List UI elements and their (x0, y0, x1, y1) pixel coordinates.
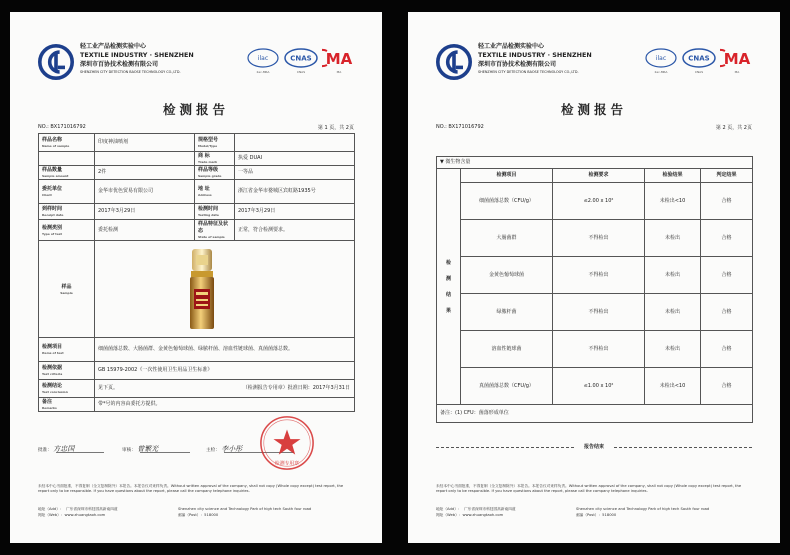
red-seal-stamp-icon (258, 414, 316, 472)
client-label: 委托单位 Client (39, 180, 95, 204)
footer-web: 网址（Web）：www.zhuangtaoh.com (436, 513, 504, 517)
table-row (39, 180, 355, 204)
test-result: 未检出<10 (645, 368, 701, 405)
report-title: 检测报告 (162, 102, 229, 117)
cma-logo-icon (322, 47, 356, 74)
cd-logo-icon (38, 44, 74, 80)
cnas-caption: CNAS (296, 70, 306, 74)
ilac-mra-logo-icon (246, 47, 280, 74)
col-header-result: 检验结果 (645, 169, 701, 183)
test-result: 未检出 (645, 294, 701, 331)
org-name-block (478, 42, 643, 75)
address-label: 地 址 Address (195, 180, 235, 204)
test-item: 金黄色葡萄球菌 (461, 257, 553, 294)
report-number: NO.: BX171016792 (38, 124, 86, 130)
test-requirement: 不得检出 (553, 257, 645, 294)
svg-text:ilac: ilac (257, 55, 269, 62)
col-header-requirement: 检测要求 (553, 169, 645, 183)
conclusion-value: 见下页。 (98, 385, 119, 391)
test-result: 未检出 (645, 220, 701, 257)
footer-address-label: 地址（Add）： (436, 507, 462, 511)
org-name-en-1: TEXTILE INDUSTRY · SHENZHEN (478, 51, 592, 59)
test-requirement: 不得检出 (553, 294, 645, 331)
col-header-item: 检测项目 (461, 169, 553, 183)
table-row (437, 368, 753, 405)
report-meta (38, 124, 354, 130)
org-name-cn-1: 轻工业产品检测实验中心 (80, 43, 147, 50)
receipt-date-label: 到样时间 Receipt date (39, 204, 95, 220)
test-result: 未检出 (645, 257, 701, 294)
test-items-value: 细菌菌落总数、大肠菌群、金黄色葡萄球菌、绿脓杆菌、溶血性链球菌、真菌菌落总数。 (95, 338, 355, 362)
cd-logo-icon (436, 44, 472, 80)
testing-date-value: 2017年3月29日 (235, 204, 355, 220)
svg-text:CNAS: CNAS (688, 54, 710, 63)
table-row (437, 405, 753, 423)
footer-web: 网址（Web）：www.zhuangtaoh.com (38, 513, 106, 517)
sample-name-label: 样品名称 Name of sample (39, 134, 95, 152)
org-name-cn-2: 深圳市百协技术检测有限公司 (80, 61, 159, 68)
client-value: 金华市优色贸易有限公司 (95, 180, 195, 204)
footer-post: 邮编（Post）：518000 (576, 513, 617, 517)
test-item: 细菌菌落总数（CFU/g） (461, 183, 553, 220)
address-value: 浙江省金华市婺城区宾虹路1935号 (235, 180, 355, 204)
test-judgement: 合格 (701, 368, 753, 405)
test-judgement: 合格 (701, 331, 753, 368)
table-row (39, 241, 355, 338)
test-item: 真菌菌落总数（CFU/g） (461, 368, 553, 405)
grade-label: 样品等级 Sample grade (195, 166, 235, 180)
table-row (39, 220, 355, 241)
approval-date: （检测报告专用章）批准日期：2017年3月31日 (242, 385, 350, 391)
signature-line (56, 452, 104, 453)
trademark-value: 执爱 DUAI (235, 152, 355, 166)
grade-value: 一等品 (235, 166, 355, 180)
sample-state-value: 正常，符合检测要求。 (235, 220, 355, 241)
footer-address-en: Shenzhen city science and Technology Park of high tech South four road (178, 507, 312, 511)
conclusion-label: 检测结论 Test conclusion (39, 380, 95, 398)
ilac-mra-caption: ilac-MRA (256, 70, 270, 74)
report-info-table (38, 133, 355, 412)
test-judgement: 合格 (701, 220, 753, 257)
table-row (39, 398, 355, 412)
table-row (437, 257, 753, 294)
remarks-value: 带*号的内容由委托方提供。 (95, 398, 355, 412)
table-row (39, 362, 355, 380)
test-items-label: 检测项目 Items of test (39, 338, 95, 362)
table-row (39, 338, 355, 362)
ilac-mra-logo-icon (644, 47, 678, 74)
footer-address-en: Shenzhen city science and Technology Park of high tech South four road (576, 507, 710, 511)
page-number: 第 2 页，共 2页 (715, 125, 752, 131)
cma-caption: MA (336, 70, 342, 74)
footer-disclaimer: 未经本中心书面批准，不得复制（全文复制除外）本报告。本报告仅对来样负责。Without written approval of the company, shall not copy (Whole copy except) test report, the report only to be responsible. If you have questions about the report, please call the company telephone inquiries. (38, 484, 344, 494)
test-criteria-value: GB 15979-2002《一次性使用卫生用品卫生标准》 (95, 362, 355, 380)
cnas-caption: CNAS (694, 70, 704, 74)
cma-caption: MA (734, 70, 740, 74)
org-name-en-1: TEXTILE INDUSTRY · SHENZHEN (80, 51, 194, 59)
table-row (437, 220, 753, 257)
testing-date-label: 检测时间 Testing date (195, 204, 235, 220)
test-result: 未检出<10 (645, 183, 701, 220)
signature-review: 审核： 曾繁光 (122, 445, 159, 453)
table-row (39, 380, 355, 398)
cnas-logo-icon (682, 47, 716, 74)
table-row (437, 157, 753, 169)
sample-state-label: 样品特征及状态 State of sample (195, 220, 235, 241)
test-item: 溶血性链球菌 (461, 331, 553, 368)
svg-text:CNAS: CNAS (290, 54, 312, 63)
footer-address-label: 地址（Add）： (38, 507, 64, 511)
test-judgement: 合格 (701, 294, 753, 331)
sample-photo-label: 样品 Sample (39, 241, 95, 338)
remarks-label: 备注 Remarks (39, 398, 95, 412)
org-name-block (80, 42, 245, 75)
sample-photo-cell (95, 241, 355, 338)
sample-name-value: 印度神油喷剂 (95, 134, 195, 152)
cnas-logo-icon (284, 47, 318, 74)
report-end-line (436, 443, 752, 451)
footer-address-cn: 广东省深圳市科技园高新南四道 (464, 507, 516, 511)
report-end-text: 报告结束 (583, 444, 604, 450)
test-criteria-label: 检测依据 Test criteria (39, 362, 95, 380)
footer-post: 邮编（Post）：518000 (178, 513, 219, 517)
table-row (39, 204, 355, 220)
table-row (437, 183, 753, 220)
results-table (436, 156, 753, 423)
quantity-value: 2件 (95, 166, 195, 180)
test-judgement: 合格 (701, 257, 753, 294)
signature-inspect: 主检： 李小彤 (206, 445, 243, 453)
report-header (436, 42, 756, 92)
table-header-row (437, 169, 753, 183)
ilac-mra-caption: ilac-MRA (654, 70, 668, 74)
receipt-date-value: 2017年3月29日 (95, 204, 195, 220)
footer-disclaimer: 未经本中心书面批准，不得复制（全文复制除外）本报告。本报告仅对来样负责。Without written approval of the company, shall not copy (Whole copy except) test report, the report only to be responsible. If you have questions about the report, please call the company telephone inquiries. (436, 484, 742, 494)
test-requirement: 不得检出 (553, 220, 645, 257)
test-item: 绿脓杆菌 (461, 294, 553, 331)
test-item: 大肠菌群 (461, 220, 553, 257)
model-label: 规格型号 Model/Type (195, 134, 235, 152)
svg-text:MA: MA (325, 50, 353, 68)
report-header (38, 42, 358, 92)
org-name-cn-1: 轻工业产品检测实验中心 (478, 43, 545, 50)
org-name-cn-2: 深圳市百协技术检测有限公司 (478, 61, 557, 68)
test-requirement: ≤1.00 x 10² (553, 368, 645, 405)
report-page-1 (10, 12, 382, 543)
table-row (437, 294, 753, 331)
cma-logo-icon (720, 47, 754, 74)
test-type-value: 委托检测 (95, 220, 195, 241)
spray-bottle-icon (185, 247, 219, 333)
test-type-label: 检测类别 Type of test (39, 220, 95, 241)
model-value (235, 134, 355, 152)
test-requirement: 不得检出 (553, 331, 645, 368)
org-name-en-2: SHENZHEN CITY DETECTION BAOSE TECHNOLOGY CO.,LTD. (80, 70, 181, 74)
report-meta (436, 124, 752, 130)
divider (614, 447, 752, 448)
svg-text:MA: MA (723, 50, 751, 68)
quantity-label: 样品数量 Sample amount (39, 166, 95, 180)
svg-text:ilac: ilac (655, 55, 667, 62)
report-page-2 (408, 12, 780, 543)
report-number: NO.: BX171016792 (436, 124, 484, 130)
test-judgement: 合格 (701, 183, 753, 220)
table-row (39, 166, 355, 180)
test-requirement: ≤2.00 x 10² (553, 183, 645, 220)
signature-approve: 批准： 方忠国 (38, 445, 75, 453)
svg-text:检测专用章: 检测专用章 (274, 461, 300, 467)
side-label: 检 测 结 果 (437, 169, 461, 405)
signature-line (140, 452, 190, 453)
org-name-en-2: SHENZHEN CITY DETECTION BAOSE TECHNOLOGY CO.,LTD. (478, 70, 579, 74)
page-number: 第 1 页，共 2页 (317, 125, 354, 131)
test-result: 未检出 (645, 331, 701, 368)
report-title: 检测报告 (560, 102, 627, 117)
table-row (437, 331, 753, 368)
conclusion-cell (95, 380, 355, 398)
table-row (39, 152, 355, 166)
footer-address-cn: 广东省深圳市科技园高新南四道 (66, 507, 118, 511)
section-title: ▼ 微生物含量 (437, 157, 753, 169)
col-header-judgement: 判定结果 (701, 169, 753, 183)
trademark-label: 商 标 Trade mark (195, 152, 235, 166)
table-row (39, 134, 355, 152)
table-note: 备注：(1) CFU：菌落形成单位 (437, 405, 753, 423)
